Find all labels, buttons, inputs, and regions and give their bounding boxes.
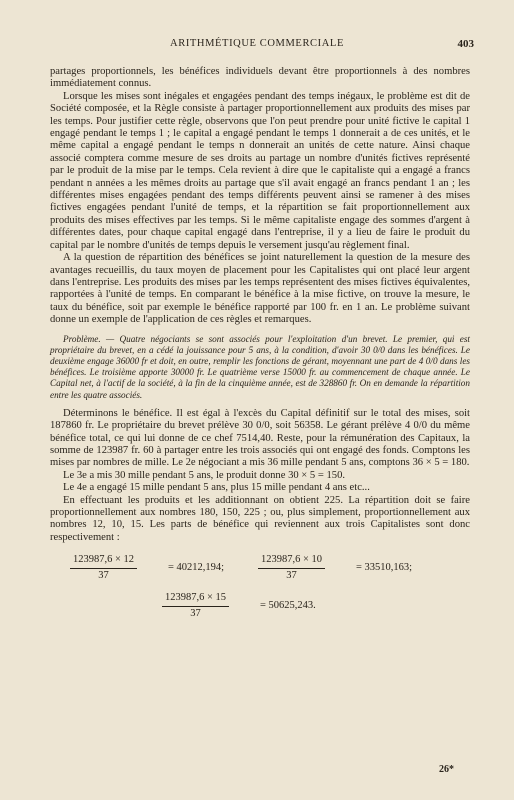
- fraction-numerator: 123987,6 × 12: [70, 554, 137, 568]
- fraction-denominator: 37: [98, 569, 109, 581]
- fraction-denominator: 37: [286, 569, 297, 581]
- fraction-result: = 50625,243.: [260, 600, 316, 612]
- paragraph: Lorsque les mises sont inégales et engagées pendant des temps inégaux, le problème est dit de Société composée, et la Règle consiste à partager proportionnellement aux produits des mises par les temps. Pour justifier cette règle, observons que l'on peut prendre pour unité fictive le capital 1 engagé pendant le temps 1 ; le capital a engagé pendant le temps 1 donnerait a de ces unités, et le même capital a engagé pendant le temps n donnerait an unités de cette nature. Ainsi chaque associé comptera comme mesure de ses droits au partage un nombre d'unités fictives représenté par le produit de la mise par le temps. Cela revient à dire que le capitaliste qui a engagé a francs pendant n années a les mêmes droits au partage que s'il avait engagé an francs pendant 1 an ; les différentes mises engagées pendant des temps différents peuvent ainsi se ramener à des mises fictives engagées pendant l'unité de temps, et la répartition se fait proportionnellement aux produits des mises effectives par les temps. Si le même capitaliste engage des sommes d'argent à différentes dates, pour chaque capital engagé dans l'entreprise, il y a lieu de faire le produit du capital par le nombre d'unités de temps depuis le versement jusqu'au règlement final.: [50, 90, 470, 251]
- page-body: [50, 66, 470, 642]
- paragraph: A la question de répartition des bénéfices se joint naturellement la question de la mesure des avantages recueillis, du taux moyen de placement pour les Capitalistes qui ont placé leur argent dans l'entreprise. Les produits des mises par les temps représentent des mises fictives équivalentes, rapportées à l'unité de temps. En comparant le bénéfice à la mise fictive, on trouve la mesure, le taux du bénéfice, soit par exemple le bénéfice rapporté par 100 fr. en 1 an. Le problème suivant donne un exemple de l'application de ces règles et remarques.: [50, 252, 470, 326]
- fraction-numerator: 123987,6 × 15: [162, 592, 229, 606]
- paragraph: partages proportionnels, les bénéfices individuels devant être proportionnels à des nombres immédiatement connus.: [50, 66, 470, 90]
- solution-paragraph: Déterminons le bénéfice. Il est égal à l'excès du Capital définitif sur le total des mises, soit 187860 fr. Le propriétaire du brevet prélève 30 0/0, soit 56358. Le gérant prélève 4 0/0 du même bénéfice total, ce qui lui donne de ce chef 7514,40. Reste, pour la rémunération des Capitaux, la somme de 123987 fr. 60 à partager entre les trois associés qui ont engagé des fonds. Comptons les mises par nombres de mille. Le 2e négociant a mis 36 mille pendant 5 ans, comptons 36 × 5 = 180.: [50, 407, 470, 469]
- solution-paragraph: Le 4e a engagé 15 mille pendant 5 ans, plus 15 mille pendant 4 ans etc...: [63, 482, 370, 494]
- fraction-result: = 40212,194;: [168, 562, 225, 574]
- solution-paragraph: Le 3e a mis 30 mille pendant 5 ans, le produit donne 30 × 5 = 150.: [63, 469, 346, 481]
- problem-statement: Problème. — Quatre négociants se sont associés pour l'exploitation d'un brevet. Le premier, qui est propriétaire du brevet, en a cédé la jouissance pour 5 ans, à la condition, d'avoir 30 0/0 dans les bénéfices. Le deuxième engage 36000 fr et doit, en outre, remplir les fonctions de gérant, moyennant une part de 4 0/0 dans les bénéfices. Le troisième apporte 30000 fr. Le quatrième verse 15000 fr. au commencement de chaque année. Le Capital net, à l'actif de la société, à la fin de la cinquième année, est de 328860 fr. On en demande la répartition entre les quatre associés.: [50, 333, 470, 400]
- signature-mark: 26*: [439, 764, 454, 775]
- fraction-result: = 33510,163;: [356, 562, 413, 574]
- header-title: ARITHMÉTIQUE COMMERCIALE: [170, 38, 344, 49]
- running-header: [0, 38, 514, 54]
- fraction: [70, 554, 137, 582]
- fraction: [258, 554, 325, 582]
- solution-paragraph: En effectuant les produits et les additionnant on obtient 225. La répartition doit se faire proportionnellement aux nombres 180, 150, 225 ; ou, plus simplement, proportionnellement aux nombres 12, 10, 15. Les parts de bénéfice qui reviennent aux trois Capitalistes sont donc respectivement :: [50, 494, 470, 543]
- fraction-denominator: 37: [190, 607, 201, 619]
- formula-block: [50, 550, 470, 642]
- fraction: [162, 592, 229, 620]
- page-number: 403: [457, 38, 474, 50]
- fraction-numerator: 123987,6 × 10: [258, 554, 325, 568]
